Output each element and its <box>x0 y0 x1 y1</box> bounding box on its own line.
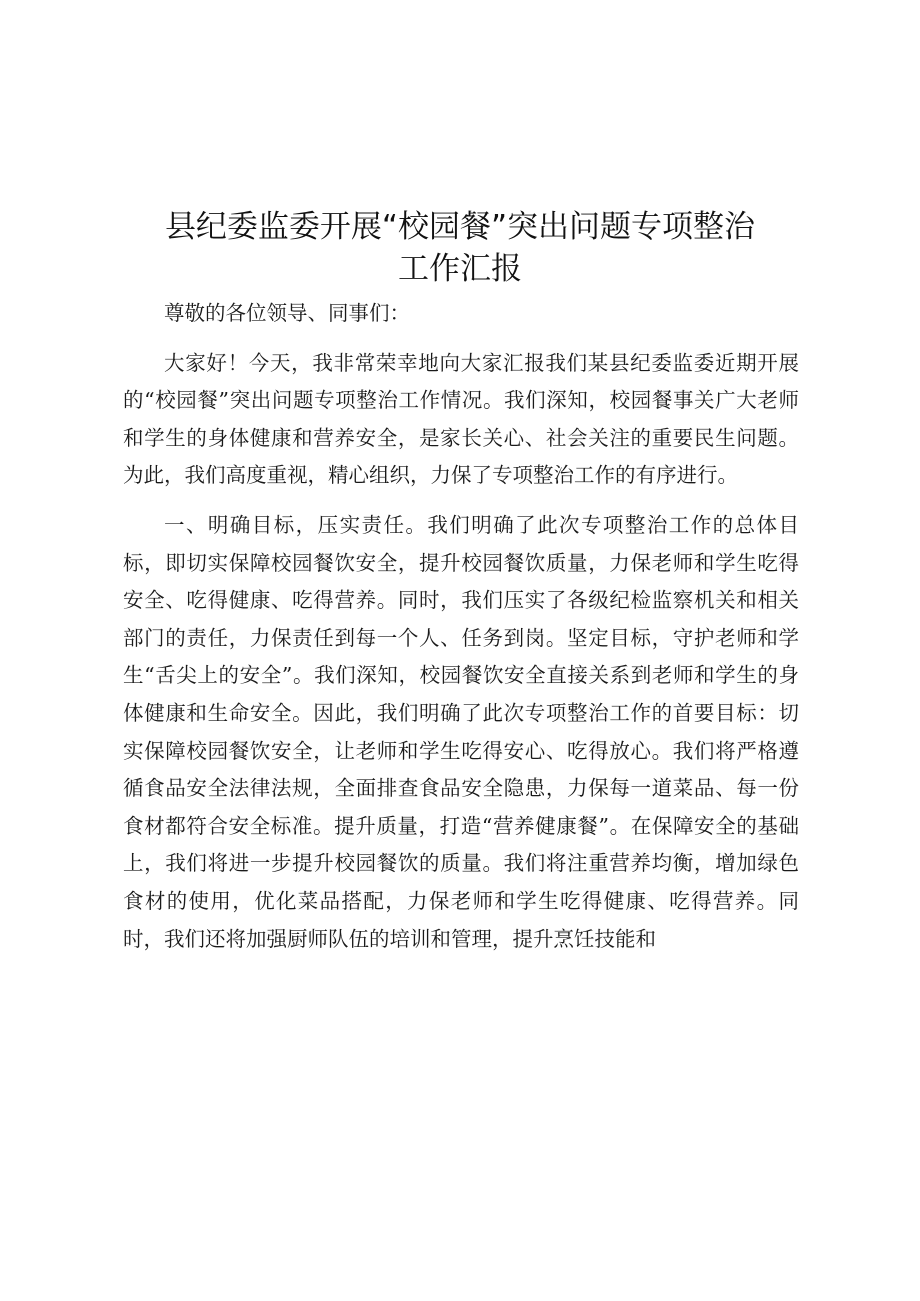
document-title <box>120 206 800 290</box>
paragraph-intro: 大家好！今天，我非常荣幸地向大家汇报我们某县纪委监委近期开展的“校园餐”突出问题专项整治工作情况。我们深知，校园餐事关广大老师和学生的身体健康和营养安全，是家长关心、社会关注的重要民生问题。为此，我们高度重视，精心组织，力保了专项整治工作的有序进行。 <box>123 350 799 488</box>
greeting: 尊敬的各位领导、同事们： <box>164 301 410 325</box>
document-body <box>123 295 799 958</box>
title-line-2: 工作汇报 <box>398 251 522 287</box>
paragraph-section-1: 一、明确目标，压实责任。我们明确了此次专项整治工作的总体目标，即切实保障校园餐饮安全，提升校园餐饮质量，力保老师和学生吃得安全、吃得健康、吃得营养。同时，我们压实了各级纪检监察机关和相关部门的责任，力保责任到每一个人、任务到岗。坚定目标，守护老师和学生“舌尖上的安全”。我们深知，校园餐饮安全直接关系到老师和学生的身体健康和生命安全。因此，我们明确了此次专项整治工作的首要目标：切实保障校园餐饮安全，让老师和学生吃得安心、吃得放心。我们将严格遵循食品安全法律法规，全面排查食品安全隐患，力保每一道菜品、每一份食材都符合安全标准。提升质量，打造“营养健康餐”。在保障安全的基础上，我们将进一步提升校园餐饮的质量。我们将注重营养均衡，增加绿色食材的使用，优化菜品搭配，力保老师和学生吃得健康、吃得营养。同时，我们还将加强厨师队伍的培训和管理，提升烹饪技能和 <box>123 512 799 951</box>
title-line-1: 县纪委监委开展“校园餐”突出问题专项整治 <box>164 209 756 245</box>
